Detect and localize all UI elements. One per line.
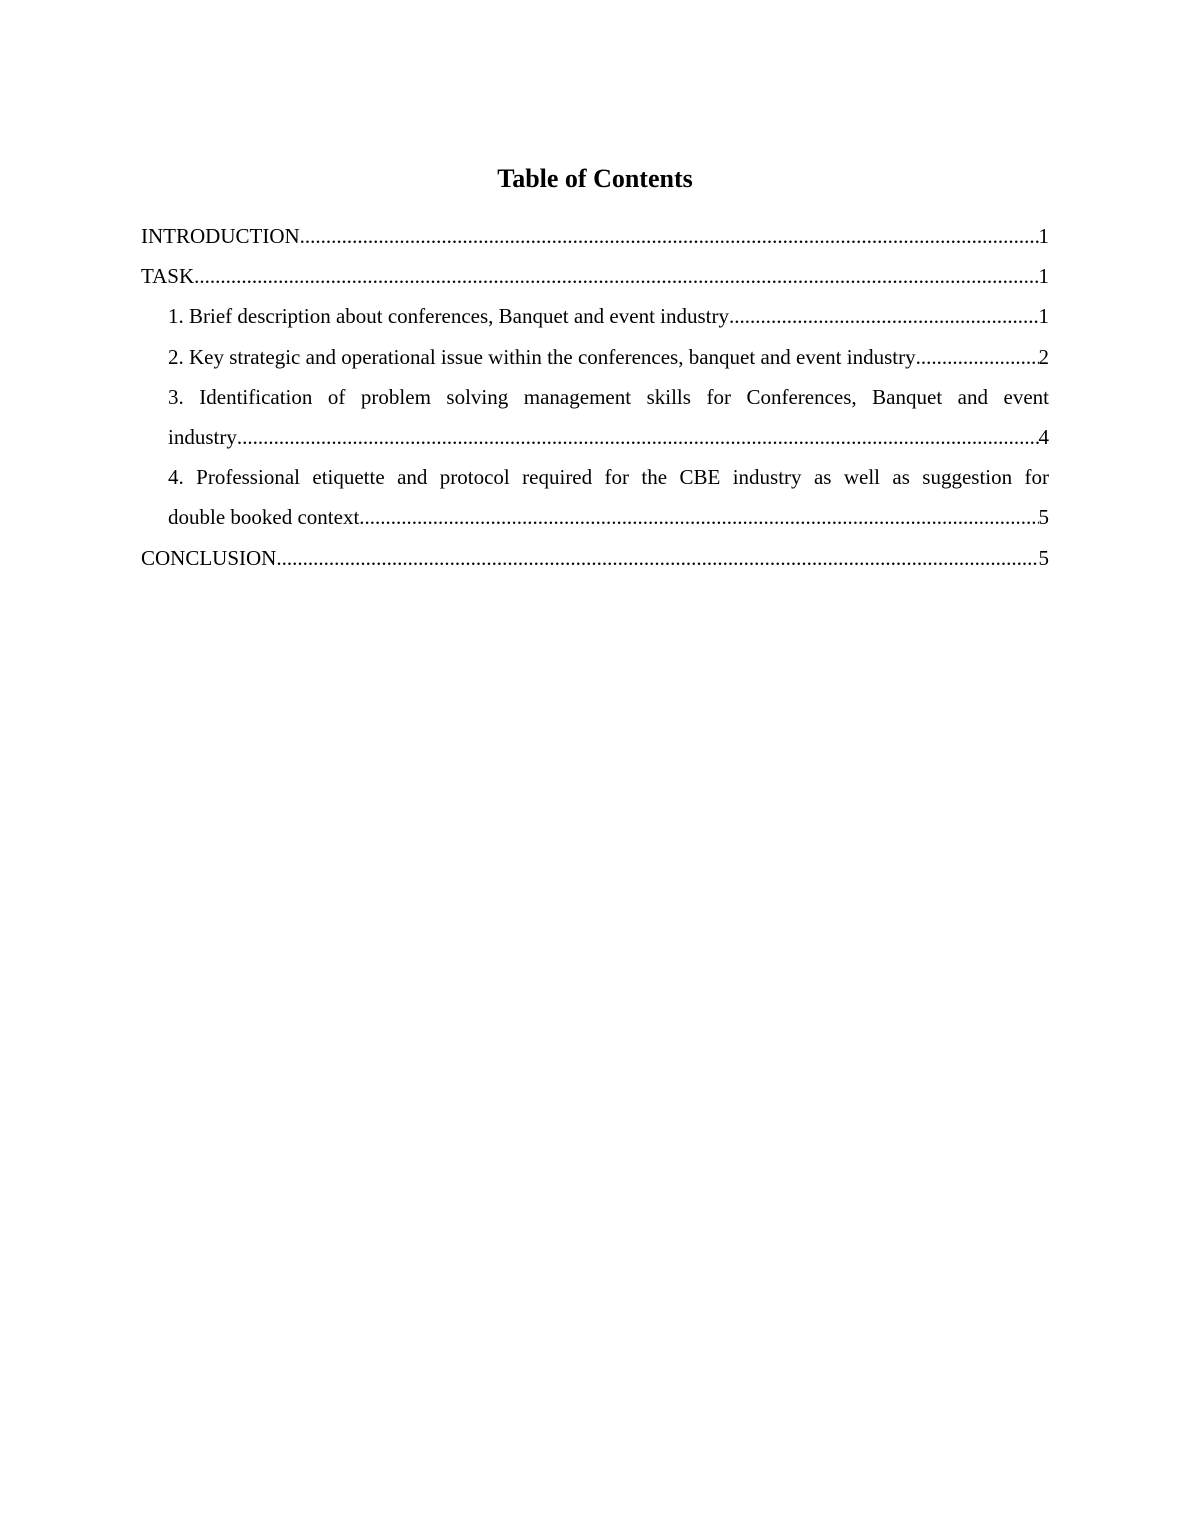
dot-leader [359, 497, 1038, 537]
toc-entry-label-line1: 4. Professional etiquette and protocol required for the CBE industry as well as suggestion for [168, 465, 1049, 490]
toc-entry-page: 4 [1038, 425, 1049, 450]
toc-entry-line2 [168, 417, 1049, 457]
toc-title: Table of Contents [497, 164, 693, 193]
toc-entry-page: 1 [1038, 264, 1049, 289]
table-of-contents [141, 216, 1049, 578]
toc-entry-label: TASK [141, 264, 195, 289]
dot-leader [729, 296, 1039, 336]
toc-entry-page: 5 [1038, 545, 1049, 570]
toc-entry-professional-etiquette[interactable] [141, 457, 1049, 537]
dot-leader [300, 216, 1039, 256]
toc-entry-page: 1 [1038, 304, 1049, 329]
toc-entry-label-line2: industry [168, 425, 237, 450]
toc-entry-line2 [168, 497, 1049, 537]
dot-leader [916, 337, 1039, 377]
toc-entry-page: 2 [1038, 344, 1049, 369]
toc-entry-label: 1. Brief description about conferences, Banquet and event industry [168, 304, 729, 329]
toc-entry-page: 1 [1038, 224, 1049, 248]
dot-leader [276, 538, 1038, 578]
toc-entry-conclusion[interactable] [141, 538, 1049, 578]
toc-entry-label: 2. Key strategic and operational issue within the conferences, banquet and event industry [168, 344, 916, 369]
dot-leader [237, 417, 1039, 457]
dot-leader [194, 256, 1038, 296]
toc-entry-label-line1: 3. Identification of problem solving management skills for Conferences, Banquet and event [168, 384, 1049, 409]
toc-entry-brief-description[interactable] [141, 296, 1049, 336]
toc-entry-task[interactable] [141, 256, 1049, 296]
toc-entry-problem-solving-skills[interactable] [141, 377, 1049, 457]
toc-entry-label: INTRODUCTION [141, 224, 300, 248]
toc-entry-page: 5 [1038, 505, 1049, 530]
toc-entry-key-strategic-issues[interactable] [141, 337, 1049, 377]
toc-entry-label-line2: double booked context [168, 505, 360, 530]
toc-entry-introduction[interactable] [141, 216, 1049, 256]
toc-entry-label: CONCLUSION [141, 545, 277, 570]
